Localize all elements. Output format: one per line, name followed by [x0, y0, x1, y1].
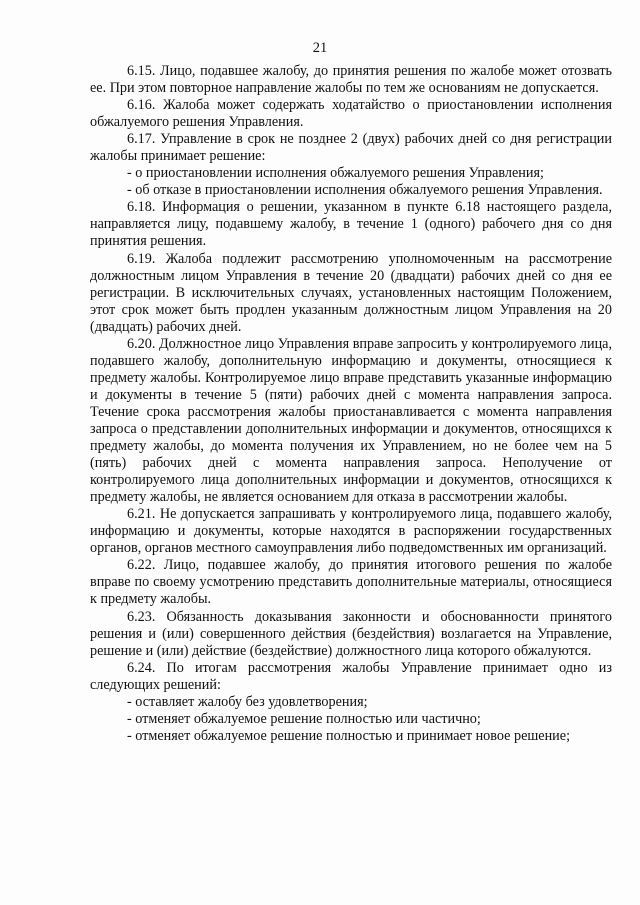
- paragraph-6-21: 6.21. Не допускается запрашивать у контролируемого лица, подавшего жалобу, информацию и документы, которые находятся в распоряжении государственных органов, органов местного самоуправления либо подведомственных им организаций.: [90, 506, 612, 557]
- paragraph-6-18: 6.18. Информация о решении, указанном в пункте 6.18 настоящего раздела, направляется лицу, подавшему жалобу, в течение 1 (одного) рабочего дня со дня принятия решения.: [90, 199, 612, 250]
- list-item: - о приостановлении исполнения обжалуемого решения Управления;: [127, 165, 544, 182]
- paragraph-6-15: 6.15. Лицо, подавшее жалобу, до принятия решения по жалобе может отозвать ее. При этом повторное направление жалобы по тем же основаниям не допускается.: [90, 63, 612, 97]
- list-item: - оставляет жалобу без удовлетворения;: [127, 693, 368, 710]
- paragraph-6-17: 6.17. Управление в срок не позднее 2 (двух) рабочих дней со дня регистрации жалобы принимает решение:: [90, 131, 612, 165]
- paragraph-6-20: 6.20. Должностное лицо Управления вправе запросить у контролируемого лица, подавшего жалобу, дополнительную информацию и документы, относящиеся к предмету жалобы. Контролируемое лицо вправе представить указанные информацию и документы в течение 5 (пяти) рабочих дней с момента направления запроса. Течение срока рассмотрения жалобы приостанавливается с момента направления запроса о представлении дополнительных информации и документов, относящихся к предмету жалобы, до момента получения их Управлением, но не более чем на 5 (пять) рабочих дней с момента направления запроса. Неполучение от контролируемого лица дополнительных информации и документов, относящихся к предмету жалобы, не является основанием для отказа в рассмотрении жалобы.: [90, 335, 612, 506]
- list-item: - отменяет обжалуемое решение полностью и принимает новое решение;: [127, 727, 571, 744]
- paragraph-6-22: 6.22. Лицо, подавшее жалобу, до принятия итогового решения по жалобе вправе по своему усмотрению представить дополнительные материалы, относящиеся к предмету жалобы.: [90, 557, 612, 608]
- paragraph-6-19: 6.19. Жалоба подлежит рассмотрению уполномоченным на рассмотрение должностным лицом Управления в течение 20 (двадцати) рабочих дней со дня ее регистрации. В исключительных случаях, установленных настоящим Положением, этот срок может быть продлен указанным должностным лицом Управления на 20 (двадцать) рабочих дней.: [90, 250, 612, 335]
- list-item: - об отказе в приостановлении исполнения обжалуемого решения Управления.: [127, 182, 603, 199]
- document-body: [90, 63, 612, 745]
- page-number: 21: [312, 40, 328, 56]
- paragraph-6-24: 6.24. По итогам рассмотрения жалобы Управление принимает одно из следующих решений:: [90, 659, 612, 693]
- paragraph-6-16: 6.16. Жалоба может содержать ходатайство о приостановлении исполнения обжалуемого решения Управления.: [90, 97, 612, 131]
- list-item: - отменяет обжалуемое решение полностью или частично;: [127, 710, 481, 727]
- paragraph-6-23: 6.23. Обязанность доказывания законности и обоснованности принятого решения и (или) совершенного действия (бездействия) возлагается на Управление, решение и (или) действие (бездействие) должностного лица которого обжалуются.: [90, 608, 612, 659]
